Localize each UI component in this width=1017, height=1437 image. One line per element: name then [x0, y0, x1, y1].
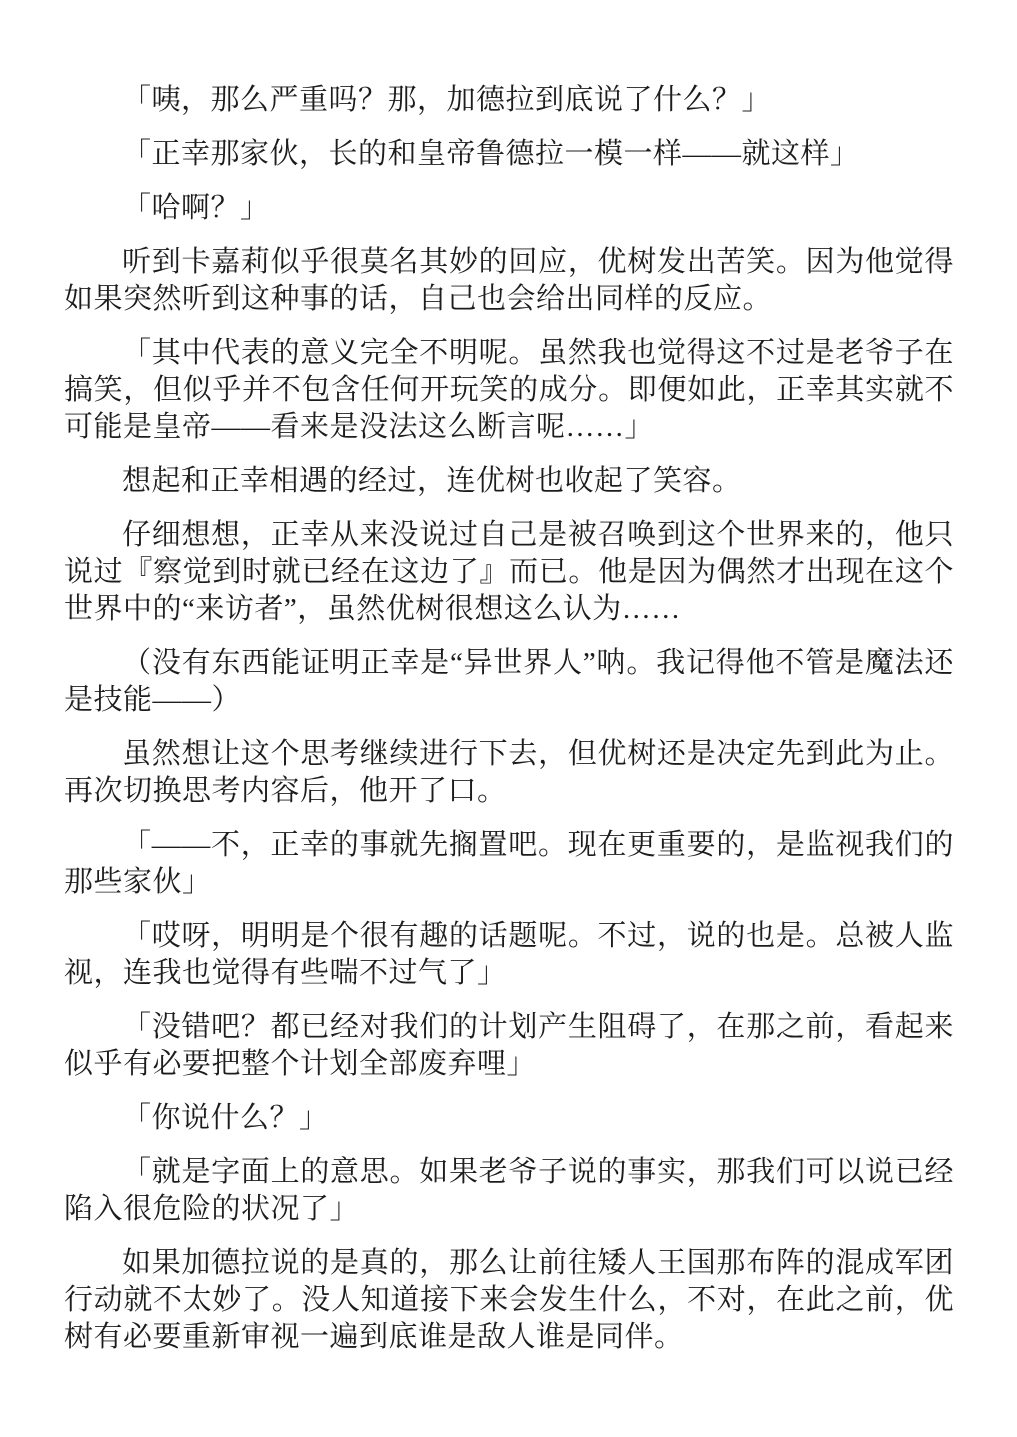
paragraph-1: 「咦，那么严重吗？那，加德拉到底说了什么？」 [122, 84, 772, 116]
paragraph-11: 「哎呀，明明是个很有趣的话题呢。不过，说的也是。总被人监视，连我也觉得有些喘不过气了」 [64, 920, 954, 989]
paragraph-6: 想起和正幸相遇的经过，连优树也收起了笑容。 [122, 465, 742, 497]
paragraph-5: 「其中代表的意义完全不明呢。虽然我也觉得这不过是老爷子在搞笑，但似乎并不包含任何开玩笑的成分。即便如此，正幸其实就不可能是皇帝——看来是没法这么断言呢……」 [64, 337, 954, 443]
paragraph-15: 如果加德拉说的是真的，那么让前往矮人王国那布阵的混成军团行动就不太妙了。没人知道接下来会发生什么，不对，在此之前，优树有必要重新审视一遍到底谁是敌人谁是同伴。 [64, 1247, 954, 1353]
paragraph-7: 仔细想想，正幸从来没说过自己是被召唤到这个世界来的，他只说过『察觉到时就已经在这边了』而已。他是因为偶然才出现在这个世界中的“来访者”，虽然优树很想这么认为…… [64, 519, 954, 625]
paragraph-9: 虽然想让这个思考继续进行下去，但优树还是决定先到此为止。再次切换思考内容后，他开了口。 [64, 738, 954, 807]
paragraph-3: 「哈啊？」 [122, 192, 270, 224]
paragraph-10: 「——不，正幸的事就先搁置吧。现在更重要的，是监视我们的那些家伙」 [64, 829, 954, 898]
paragraph-13: 「你说什么？」 [122, 1102, 329, 1134]
paragraph-8: （没有东西能证明正幸是“异世界人”呐。我记得他不管是魔法还是技能——） [64, 647, 954, 716]
paragraph-4: 听到卡嘉莉似乎很莫名其妙的回应，优树发出苦笑。因为他觉得如果突然听到这种事的话，自己也会给出同样的反应。 [64, 246, 954, 315]
paragraph-12: 「没错吧？都已经对我们的计划产生阻碍了，在那之前，看起来似乎有必要把整个计划全部废弃哩」 [64, 1011, 954, 1080]
paragraph-14: 「就是字面上的意思。如果老爷子说的事实，那我们可以说已经陷入很危险的状况了」 [64, 1156, 954, 1225]
paragraph-2: 「正幸那家伙，长的和皇帝鲁德拉一模一样——就这样」 [122, 138, 860, 170]
